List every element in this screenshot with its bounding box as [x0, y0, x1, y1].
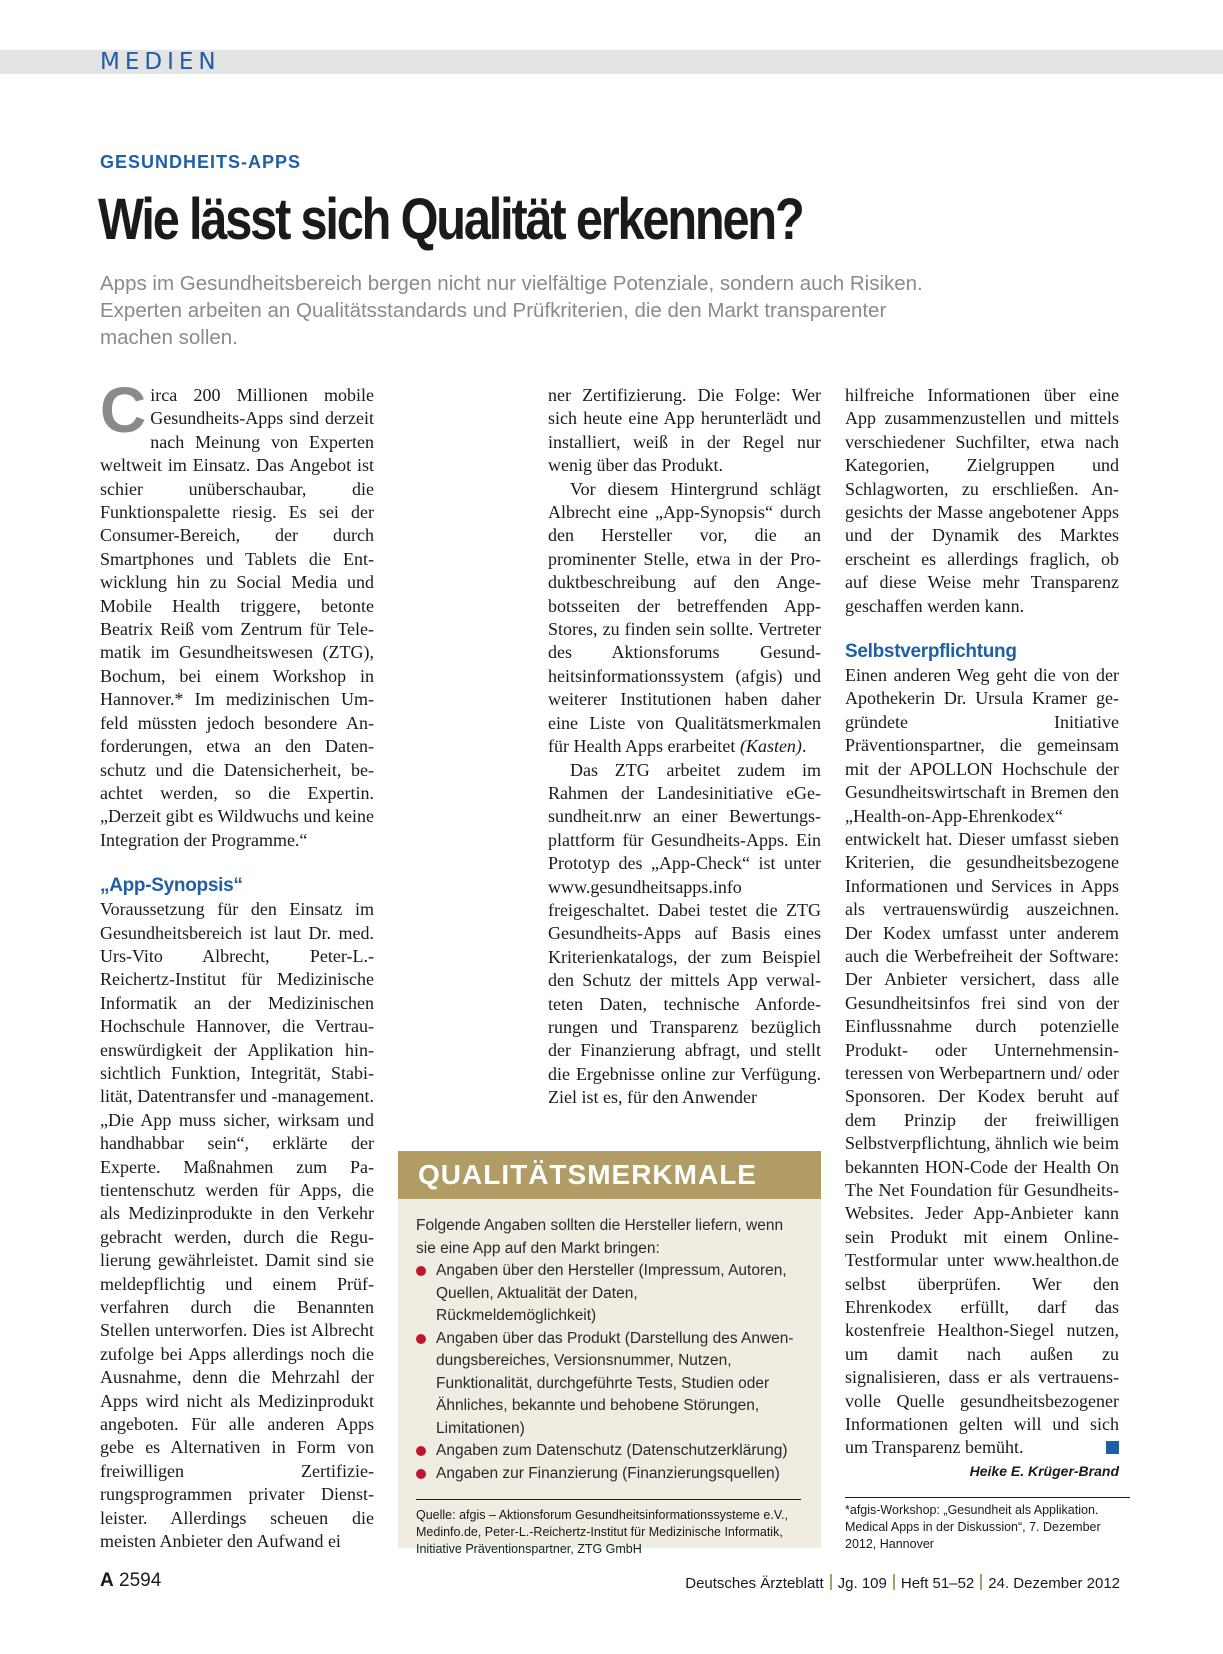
list-item-text: Angaben über das Produkt (Darstellung des Anwendungsbereiches, Versionsnummer, Nutzen, Funktionalität, durchgeführte Tests, Studien oder Ähnliches, bekannte und behobene Störungen, Limitationen): [436, 1329, 794, 1437]
kicker: GESUNDHEITS-APPS: [100, 152, 302, 172]
paragraph: ner Zertifizierung. Die Folge: Wer sich heute eine App herunterlädt und installiert, weiß in der Regel nur wenig über das Produkt.: [548, 385, 821, 476]
column-3: [845, 384, 1119, 1482]
paragraph: [100, 374, 374, 852]
bullet-icon: [416, 1469, 426, 1479]
list-item: [416, 1463, 801, 1486]
lead-text: Apps im Gesundheitsbereich bergen nicht nur vielfältige Potenziale, sondern auch Risiken. Experten arbeiten an Qualitätsstandards und Prüfkriterien, die den Markt transparenter machen sollen.: [100, 272, 923, 349]
info-box-body: [398, 1199, 821, 1558]
list-item-text: Angaben über den Hersteller (Impressum, Autoren, Quellen, Aktualität der Daten, Rückmeldemöglichkeit): [436, 1262, 787, 1324]
bullet-icon: [416, 1334, 426, 1344]
footer-journal-info: [685, 1574, 1120, 1592]
journal-volume: Jg. 109: [837, 1575, 887, 1592]
paragraph-text: irca 200 Millionen mobile Gesundheits-Apps sind derzeit nach Meinung von Experten weltweit im Einsatz. Das Angebot ist schier unüberschaubar, die Funktionspalette riesig. Es sei der Consumer-Bereich, der durch Smartphones und Tablets die Entwicklung hin zu Social Media und Mobile Health triggere, betonte Beatrix Reiß vom Zentrum für Telematik im Gesundheitswesen (ZTG), Bochum, bei einem Workshop in Hannover.* Im medizinischen Umfeld müssten jedoch besondere Anforderungen, etwa an den Datenschutz und die Datensicherheit, beachtet werden, so die Expertin. „Derzeit gibt es Wildwuchs und keine Integration der Programme.“: [100, 385, 374, 850]
journal-issue: Heft 51–52: [900, 1575, 975, 1592]
column-2: [548, 384, 821, 1110]
paragraph: [845, 664, 1119, 1460]
bullet-icon: [416, 1446, 426, 1456]
section-label: MEDIEN: [100, 49, 221, 75]
headline: Wie lässt sich Qualität erkennen?: [98, 187, 803, 252]
info-box-list: [416, 1260, 801, 1485]
paragraph-text: Vor diesem Hintergrund schlägt Albrecht eine „App-Synopsis“ durch den Hersteller vor, die an prominenter Stelle, etwa in der Produktbeschreibung auf den Angebotsseiten der betreffenden App-Stores, zu finden sein sollte. Vertreter des Aktionsforums Gesundheitsinformationssystem (afgis) und weiterer Institutionen haben daher eine Liste von Qualitätsmerkmalen für Health Apps erarbeitet: [548, 478, 821, 757]
info-box: [398, 1151, 821, 1556]
box-reference: (Kasten): [739, 736, 802, 757]
subhead-selbstverpflichtung: Selbstverpflichtung: [845, 641, 1017, 663]
journal-name: Deutsches Ärzteblatt: [685, 1575, 824, 1592]
page-number-value: 2594: [119, 1570, 162, 1591]
paragraph: Voraussetzung für den Einsatz im Gesundheitsbereich ist laut Dr. med. Urs-Vito Albrecht, Peter-L.-Reichertz-Institut für Medizinische Informatik an der Medizinischen Hochschule Hannover, die Vertrauenswürdigkeit der Applikation hinsichtlich Funktion, Integrität, Stabilität, Datentransfer und -management. „Die App muss sicher, wirksam und handhabbar sein“, erklärte der Experte. Maßnahmen zum Patientenschutz werden für Apps, die als Medizinprodukte in den Verkehr gebracht werden, durch die Regulierung gewährleistet. Damit sind sie meldepflichtig und einem Prüfverfahren durch die Benannten Stellen unterworfen. Dies ist Albrecht zufolge bei Apps allerdings noch die Ausnahme, denn die Mehrzahl der Apps wird nicht als Medizinprodukt angeboten. Für alle anderen Apps gebe es Alternativen in Form von freiwilligen Zertifizierungsprogrammen privater Dienstleister. Allerdings scheuen die meisten Anbieter den Aufwand ei: [100, 899, 374, 1552]
info-box-source: Quelle: afgis – Aktionsforum Gesundheitsinformationssysteme e.V., Medinfo.de, Peter-L.-Reichertz-Institut für Medizinische Informatik, Initiative Präventionspartner, ZTG GmbH: [416, 1508, 788, 1556]
footnote-rule: [845, 1497, 1130, 1498]
drop-cap: C: [100, 374, 147, 446]
page-prefix: A: [100, 1570, 114, 1591]
info-box-intro: Folgende Angaben sollten die Hersteller liefern, wenn sie eine App auf den Markt bringen:: [416, 1217, 784, 1257]
list-item: [416, 1260, 801, 1328]
subhead-app-synopsis: „App-Synopsis“: [100, 875, 243, 897]
footer-separator: [830, 1574, 832, 1590]
footnote: *afgis-Workshop: „Gesundheit als Applikation. Medical Apps in der Diskussion“, 7. Dezember 2012, Hannover: [845, 1503, 1101, 1551]
paragraph: hilfreiche Informationen über eine App zusammenzustellen und mittels verschiedener Suchfilter, etwa nach Kategorien, Zielgruppen und Schlagworten, zu erschließen. Angesichts der Masse angebotener Apps und der Dynamik des Marktes erscheint es allerdings fraglich, ob auf diese Weise mehr Transparenz geschaffen werden kann.: [845, 385, 1119, 616]
end-mark-icon: [1106, 1441, 1119, 1454]
info-box-title: QUALITÄTSMERKMALE: [398, 1151, 821, 1199]
column-1: [100, 374, 374, 1554]
footer-separator: [893, 1574, 895, 1590]
list-item-text: Angaben zum Datenschutz (Datenschutzerklärung): [436, 1442, 788, 1459]
footer-separator: [980, 1574, 982, 1590]
author-byline: Heike E. Krüger-Brand: [969, 1462, 1119, 1479]
bullet-icon: [416, 1266, 426, 1276]
list-item: [416, 1328, 801, 1441]
paragraph: Das ZTG arbeitet zudem im Rahmen der Landesinitiative eGesundheit.nrw an einer Bewertungsplattform für Gesundheits-Apps. Ein Prototyp des „App-Check“ ist unter www.gesundheitsapps.info freigeschaltet. Dabei testet die ZTG Gesundheits-Apps auf Basis eines Kriterienkatalogs, der zum Beispiel den Schutz der mittels App verwalteten Daten, technische Anforderungen und Transparenz bezüglich der Finanzierung abfragt, und stellt die Ergebnisse online zur Verfügung. Ziel ist es, für den Anwender: [548, 759, 821, 1108]
journal-date: 24. Dezember 2012: [988, 1575, 1120, 1592]
list-item-text: Angaben zur Finanzierung (Finanzierungsquellen): [436, 1464, 780, 1482]
paragraph-end: .: [801, 736, 807, 757]
page-number: [100, 1570, 161, 1592]
list-item: [416, 1440, 801, 1463]
paragraph: [548, 478, 821, 759]
paragraph-text: Einen anderen Weg geht die von der Apothekerin Dr. Ursula Kramer gegründete Initiative Präventionspartner, die gemeinsam mit der APOLLON Hochschule der Gesundheitswirtschaft in Bremen den „Health-on-App-Ehrenkodex“ entwickelt hat. Dieser umfasst sieben Kriterien, die gesundheitsbezogene Informationen und Services in Apps als vertrauenswürdig auszeichnen. Der Kodex umfasst unter anderem auch die Werbefreiheit der Software: Der Anbieter versichert, dass alle Gesundheitsinfos frei sind von der Einflussnahme durch potenzielle Produkt- oder Unternehmensinteressen von Werbepartnern und/ oder Sponsoren. Der Kodex beruht auf dem Prinzip der freiwilligen Selbstverpflichtung, ähnlich wie beim bekannten HON-Code der Health On The Net Foundation für Gesundheits-Websites. Jeder App-Anbieter kann sein Produkt mit einem Online-Testformular unter www.healthon.de selbst überprüfen. Wer den Ehrenkodex erfüllt, darf das kostenfreie Healthon-Siegel nutzen, um damit nach außen zu signalisieren, dass er als vertrauensvolle Quelle gesundheitsbezogener Informationen gelten will und sich um Transparenz bemüht.: [845, 665, 1119, 1458]
